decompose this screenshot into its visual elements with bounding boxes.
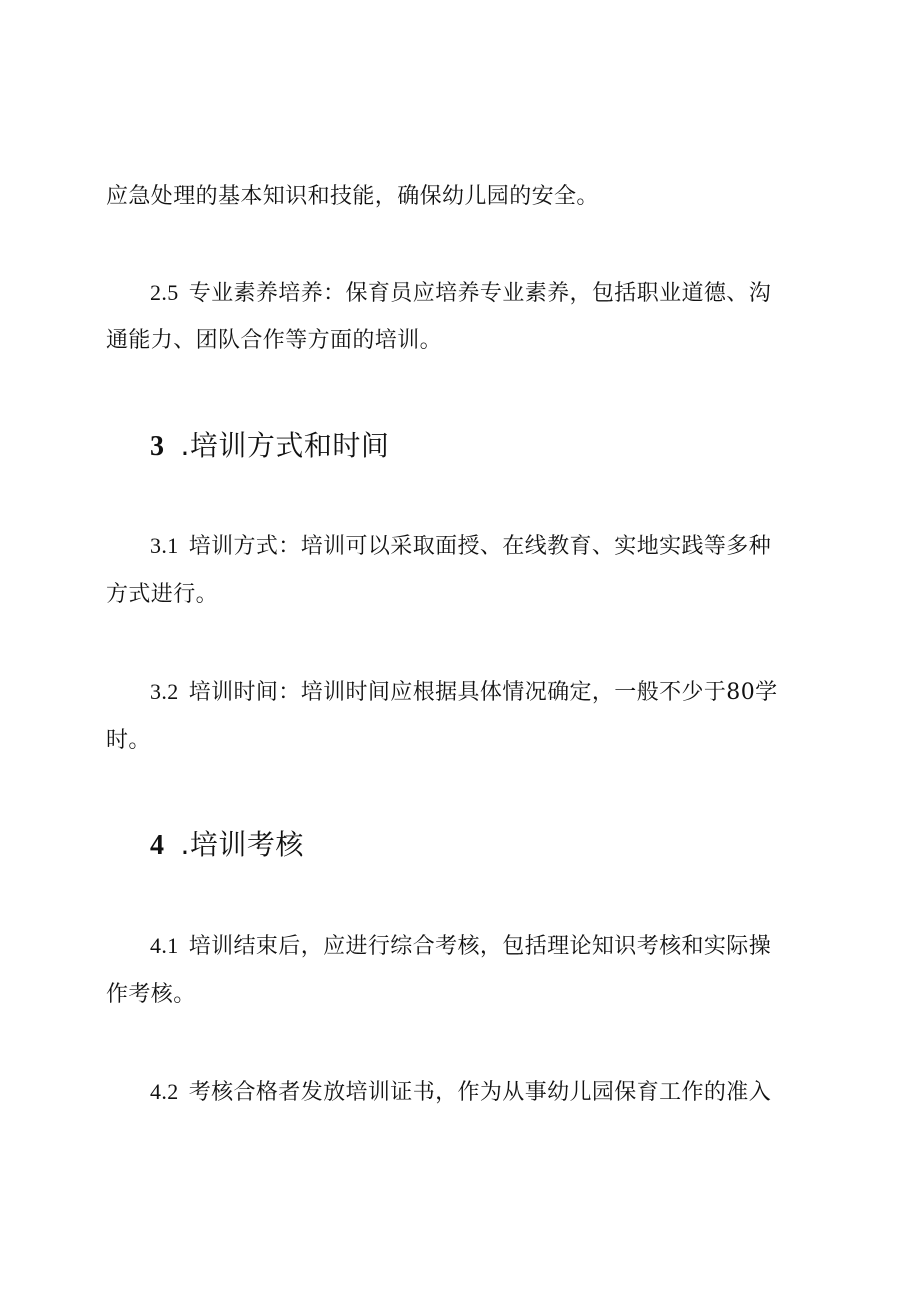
paragraph-text: 时。 bbox=[106, 728, 151, 753]
section-number: 3.1 bbox=[150, 533, 179, 558]
paragraph-3-1-line-2 bbox=[106, 580, 218, 610]
paragraph-4-1-line-2 bbox=[106, 980, 196, 1010]
paragraph-4-2-line-1 bbox=[150, 1077, 771, 1108]
section-heading-4 bbox=[150, 827, 304, 864]
paragraph-4-1-line-1 bbox=[150, 931, 771, 962]
paragraph-text: 方式进行。 bbox=[106, 582, 219, 607]
section-heading-3 bbox=[150, 428, 389, 465]
paragraph-2-5-line-2 bbox=[106, 326, 442, 356]
section-number: 4.2 bbox=[150, 1079, 179, 1104]
paragraph-3-1-line-1 bbox=[150, 531, 771, 562]
paragraph-text: 培训方式：培训可以采取面授、在线教育、实地实践等多种 bbox=[188, 534, 772, 559]
heading-title: .培训方式和时间 bbox=[180, 429, 390, 462]
paragraph-text: 作考核。 bbox=[106, 982, 196, 1007]
paragraph-text: 考核合格者发放培训证书，作为从事幼儿园保育工作的准入 bbox=[188, 1080, 772, 1105]
heading-title: .培训考核 bbox=[180, 828, 304, 861]
heading-number: 3 bbox=[150, 431, 165, 462]
paragraph-continuation bbox=[106, 182, 599, 212]
paragraph-text: 专业素养培养：保育员应培养专业素养，包括职业道德、沟 bbox=[188, 281, 772, 306]
paragraph-3-2-line-2 bbox=[106, 726, 151, 756]
section-number: 2.5 bbox=[150, 280, 179, 305]
paragraph-2-5-line-1 bbox=[150, 278, 771, 309]
section-number: 4.1 bbox=[150, 933, 179, 958]
paragraph-text: 培训时间：培训时间应根据具体情况确定，一般不少于80学 bbox=[188, 680, 778, 705]
paragraph-text: 通能力、团队合作等方面的培训。 bbox=[106, 328, 443, 353]
paragraph-text: 应急处理的基本知识和技能，确保幼儿园的安全。 bbox=[106, 184, 599, 209]
section-number: 3.2 bbox=[150, 679, 179, 704]
paragraph-3-2-line-1 bbox=[150, 677, 778, 708]
paragraph-text: 培训结束后，应进行综合考核，包括理论知识考核和实际操 bbox=[188, 934, 772, 959]
heading-number: 4 bbox=[150, 830, 165, 861]
